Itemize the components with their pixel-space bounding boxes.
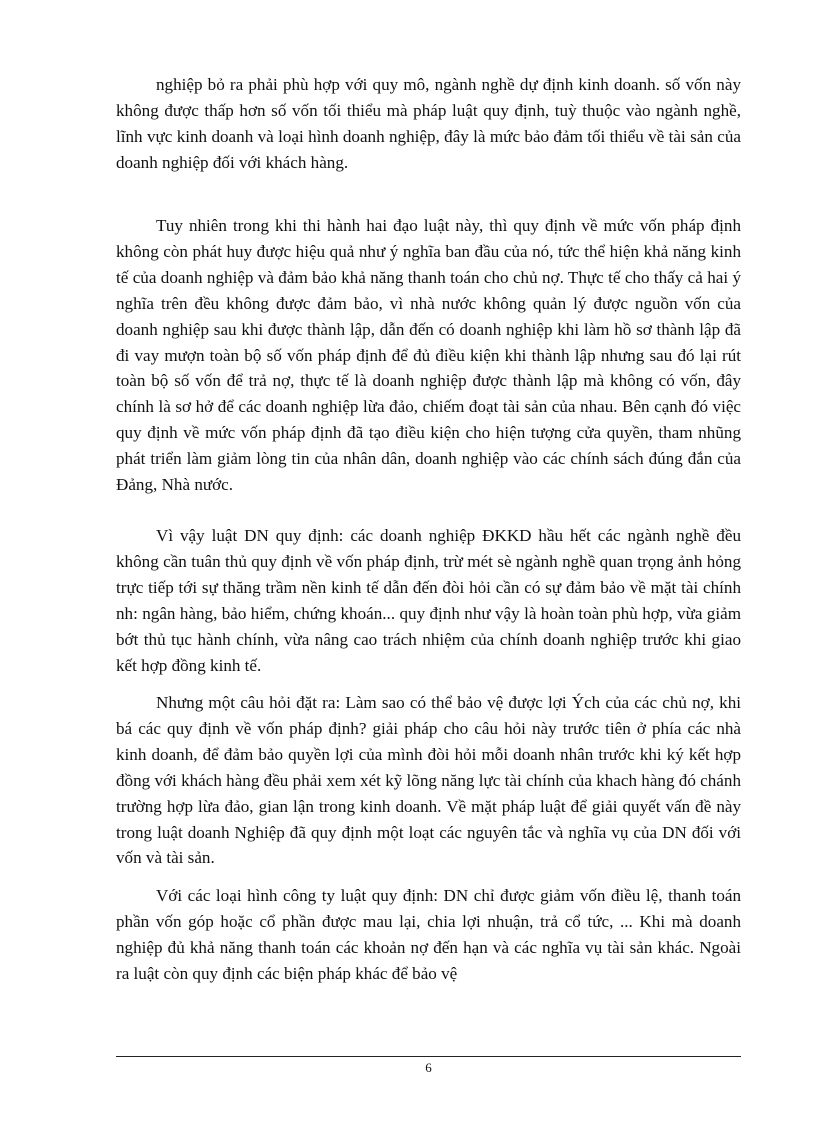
- page-number: 6: [425, 1060, 432, 1075]
- paragraph-5: Với các loại hình công ty luật quy định: DN chỉ được giảm vốn điều lệ, thanh toán phần vốn góp hoặc cổ phần được mau lại, chia lợi nhuận, trả cổ tức, ... Khi mà doanh nghiệp đủ khả năng thanh toán các khoản nợ đến hạn và các nghĩa vụ tài sản khác. Ngoài ra luật còn quy định các biện pháp khác để bảo vệ: [116, 886, 741, 983]
- paragraph-3: Vì vậy luật DN quy định: các doanh nghiệp ĐKKD hầu hết các ngành nghề đều không cần tuân thủ quy định về vốn pháp định, trừ mét sè ngành nghề quan trọng ảnh hỏng trực tiếp tới sự thăng trầm nền kinh tế dẫn đến đòi hỏi cần có sự đảm bảo về mặt tài chính nh: ngân hàng, bảo hiểm, chứng khoán... quy định như vậy là hoàn toàn phù hợp, vừa giảm bớt thủ tục hành chính, vừa nâng cao trách nhiệm của chính doanh nghiệp trước khi giao kết hợp đồng kinh tế.: [116, 526, 741, 675]
- paragraph-2: Tuy nhiên trong khi thi hành hai đạo luật này, thì quy định về mức vốn pháp định không còn phát huy được hiệu quả như ý nghĩa ban đầu của nó, tức thể hiện khả năng kinh tế của doanh nghiệp và đảm bảo khả năng thanh toán cho chủ nợ. Thực tế cho thấy cả hai ý nghĩa trên đều không được đảm bảo, vì nhà nước không quản lý được nguồn vốn của doanh nghiệp sau khi được thành lập, dẫn đến có doanh nghiệp khi làm hồ sơ thành lập đã đi vay mượn toàn bộ số vốn pháp định để đủ điều kiện khi thành lập nhưng sau đó lại rút toàn bộ số vốn để trả nợ, thực tế là doanh nghiệp được thành lập mà không có vốn, đây chính là sơ hở để các doanh nghiệp lừa đảo, chiếm đoạt tài sản của nhau. Bên cạnh đó việc quy định về mức vốn pháp định đã tạo điều kiện cho hiện tượng cửa quyền, tham nhũng phát triển làm giảm lòng tin của nhân dân, doanh nghiệp vào các chính sách đúng đắn của Đảng, Nhà nước.: [116, 216, 741, 495]
- paragraph-4: Nhưng một câu hỏi đặt ra: Làm sao có thể bảo vệ được lợi Ých của các chủ nợ, khi bá các quy định về vốn pháp định? giải pháp cho câu hỏi này trước tiên ở phía các nhà kinh doanh, để đảm bảo quyền lợi của mình đòi hỏi mỗi doanh nhân trước khi ký kết hợp đồng với khách hàng đều phải xem xét kỹ lõng năng lực tài chính của khach hàng đó chánh trường hợp lừa đảo, gian lận trong kinh doanh. Về mặt pháp luật để giải quyết vấn đề này trong luật doanh Nghiệp đã quy định một loạt các nguyên tắc và nghĩa vụ của DN đối với vốn và tài sản.: [116, 693, 741, 868]
- paragraph-1: nghiệp bỏ ra phải phù hợp với quy mô, ngành nghề dự định kinh doanh. số vốn này không được thấp hơn số vốn tối thiểu mà pháp luật quy định, tuỳ thuộc vào ngành nghề, lĩnh vực kinh doanh và loại hình doanh nghiệp, đây là mức bảo đảm tối thiểu về tài sản của doanh nghiệp đối với khách hàng.: [116, 75, 741, 172]
- footer-divider: [116, 1056, 741, 1057]
